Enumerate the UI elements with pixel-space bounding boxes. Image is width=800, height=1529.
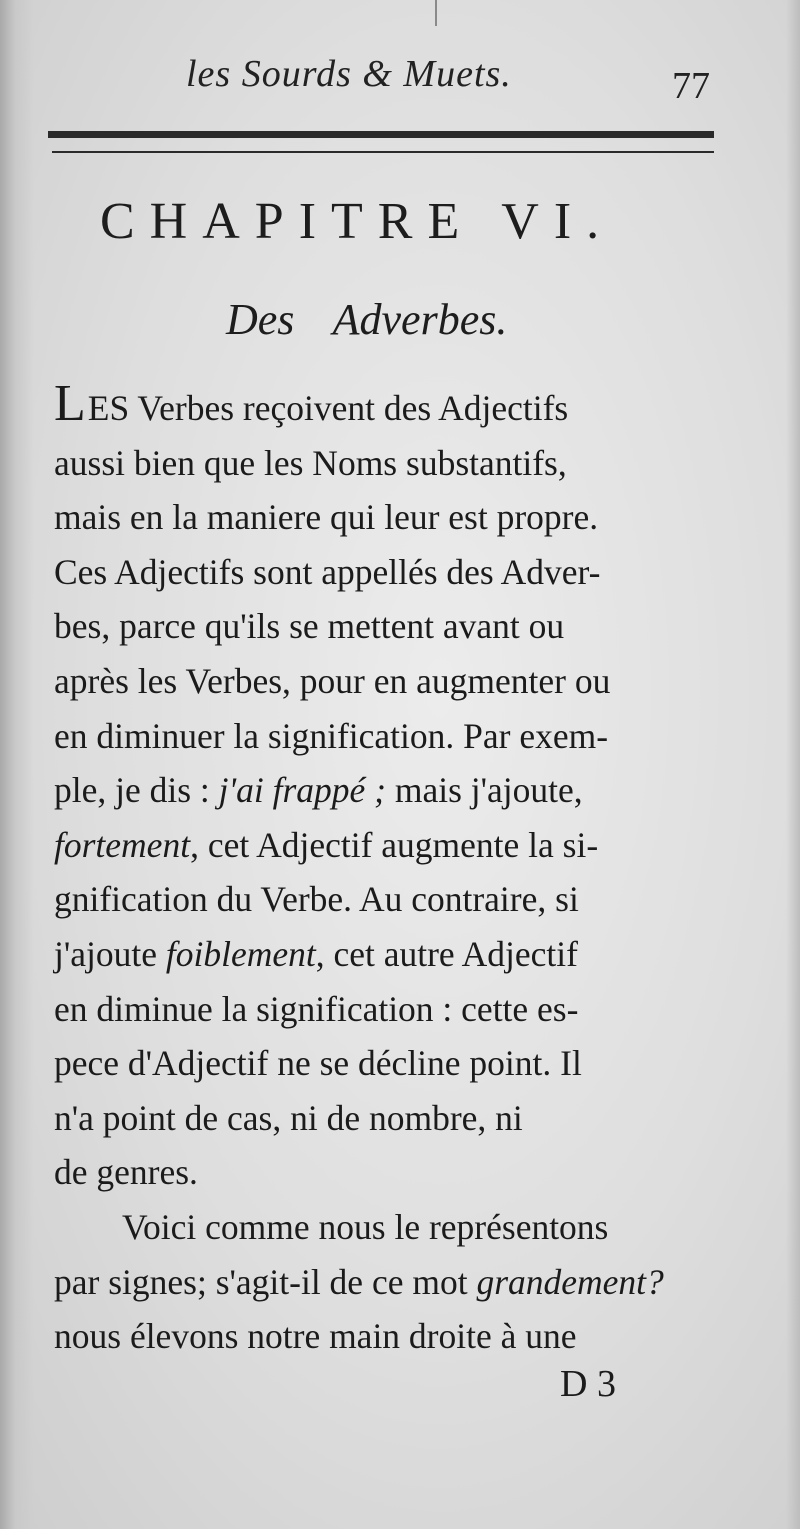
text-line: en diminuer la signification. Par exem- bbox=[54, 715, 609, 756]
text-line: de genres. bbox=[54, 1152, 198, 1193]
text-line: Voici comme nous le représentons bbox=[122, 1206, 609, 1247]
text-span: mais j'ajoute, bbox=[385, 770, 583, 811]
text-line: bes, parce qu'ils se mettent avant ou bbox=[54, 606, 565, 647]
chapter-title: CHAPITRE VI. bbox=[100, 193, 615, 250]
text-line: gnification du Verbe. Au contraire, si bbox=[54, 879, 579, 920]
text-line: nous élevons notre main droite à une bbox=[54, 1316, 577, 1357]
text-line-content: ES Verbes reçoivent des Adjectifs bbox=[87, 388, 569, 428]
text-line: mais en la maniere qui leur est propre. bbox=[54, 497, 599, 538]
text-line bbox=[54, 763, 744, 818]
text-line bbox=[54, 818, 744, 873]
text-span: par signes; s'agit-il de ce mot bbox=[54, 1261, 477, 1302]
running-head: les Sourds & Muets. bbox=[186, 53, 512, 95]
page-edge-shadow bbox=[786, 0, 800, 1529]
text-line bbox=[54, 375, 744, 436]
italic-text: foiblement bbox=[165, 933, 316, 974]
text-line bbox=[54, 1255, 744, 1310]
section-title: Des Adverbes. bbox=[226, 295, 508, 344]
text-line: Ces Adjectifs sont appellés des Adver- bbox=[54, 551, 601, 592]
italic-text: fortement bbox=[54, 824, 191, 865]
italic-text: j'ai frappé ; bbox=[218, 770, 386, 811]
page-number: 77 bbox=[672, 65, 710, 107]
text-line: aussi bien que les Noms substantifs, bbox=[54, 442, 567, 483]
header-rule-thick bbox=[48, 131, 714, 138]
signature-mark: D 3 bbox=[560, 1363, 616, 1405]
italic-text: grandement? bbox=[476, 1261, 664, 1302]
page-gutter-shadow bbox=[0, 0, 34, 1529]
text-line: pece d'Adjectif ne se décline point. Il bbox=[54, 1043, 582, 1084]
text-span: , cet Adjectif augmente la si- bbox=[190, 824, 599, 865]
body-text bbox=[54, 375, 744, 1364]
text-span: ple, je dis : bbox=[54, 770, 219, 811]
text-line: après les Verbes, pour en augmenter ou bbox=[54, 660, 611, 701]
text-line: en diminue la signification : cette es- bbox=[54, 988, 579, 1029]
text-span: , cet autre Adjectif bbox=[315, 933, 578, 974]
scan-mark bbox=[435, 0, 437, 26]
drop-cap: L bbox=[54, 375, 86, 432]
text-line: n'a point de cas, ni de nombre, ni bbox=[54, 1097, 523, 1138]
header-rule-thin bbox=[52, 151, 714, 153]
text-line bbox=[54, 927, 744, 982]
text-span: j'ajoute bbox=[54, 933, 166, 974]
